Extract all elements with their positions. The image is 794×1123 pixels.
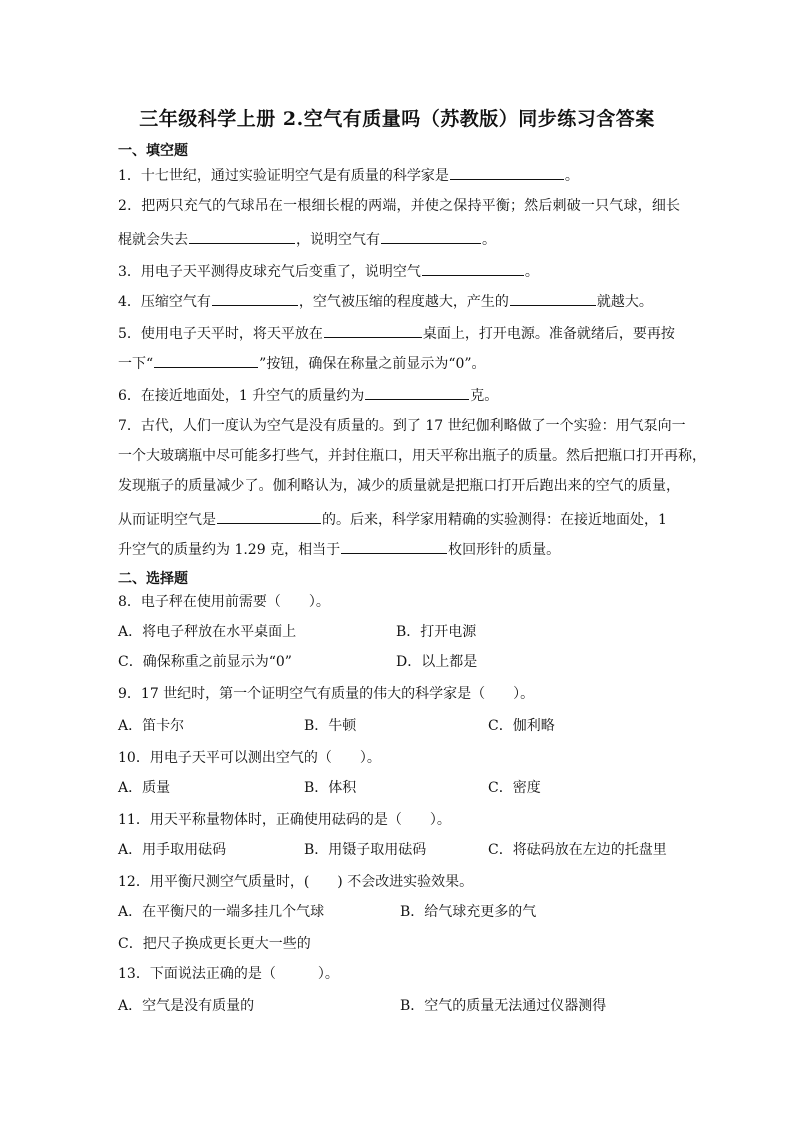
question-11-option-a[interactable]: A．用手取用砝码 — [118, 842, 227, 858]
answer-blank[interactable] — [324, 322, 422, 338]
question-2-line-2: 棍就会失去 ，说明空气有 。 — [118, 228, 680, 250]
question-8-stem: 8．电子秤在使用前需要（ ）。 — [118, 594, 330, 610]
answer-blank[interactable] — [510, 290, 596, 306]
question-2-line-1: 2．把两只充气的气球吊在一根细长棍的两端，并使之保持平衡；然后刺破一只气球，细长 — [118, 198, 680, 214]
question-3: 3．用电子天平测得皮球充气后变重了，说明空气 。 — [118, 260, 680, 282]
question-13-stem: 13．下面说法正确的是（ ）。 — [118, 966, 339, 982]
question-10-option-b[interactable]: B．体积 — [304, 780, 357, 796]
answer-blank[interactable] — [341, 538, 447, 554]
page-title: 三年级科学上册 2.空气有质量吗（苏教版）同步练习含答案 — [139, 108, 655, 130]
question-9-stem: 9．17 世纪时，第一个证明空气有质量的伟大的科学家是（ ）。 — [118, 686, 535, 702]
question-5-line-1: 5．使用电子天平时，将天平放在 桌面上，打开电源。准备就绪后，要再按 — [118, 322, 680, 344]
question-10-option-a[interactable]: A．质量 — [118, 780, 171, 796]
answer-blank[interactable] — [217, 508, 321, 524]
question-7-line-1: 7．古代，人们一度认为空气是没有质量的。到了 17 世纪伽利略做了一个实验：用气泵向一 — [118, 418, 686, 434]
question-11-option-b[interactable]: B．用镊子取用砝码 — [304, 842, 427, 858]
question-11-option-c[interactable]: C．将砝码放在左边的托盘里 — [488, 842, 667, 858]
question-7-line-5: 升空气的质量约为 1.29 克，相当于 枚回形针的质量。 — [118, 538, 680, 560]
question-12-stem: 12．用平衡尺测空气质量时，( ) 不会改进实验效果。 — [118, 874, 474, 890]
question-10-option-c[interactable]: C．密度 — [488, 780, 541, 796]
answer-blank[interactable] — [154, 352, 258, 368]
question-12-option-c[interactable]: C．把尺子换成更长更大一些的 — [118, 936, 311, 952]
question-11-stem: 11．用天平称量物体时，正确使用砝码的是（ ）。 — [118, 812, 451, 828]
answer-blank[interactable] — [450, 164, 564, 180]
question-7-line-3: 发现瓶子的质量减少了。伽利略认为，减少的质量就是把瓶口打开后跑出来的空气的质量， — [118, 478, 680, 494]
answer-blank[interactable] — [212, 290, 298, 306]
question-12-option-a[interactable]: A．在平衡尺的一端多挂几个气球 — [118, 904, 325, 920]
question-9-option-a[interactable]: A．笛卡尔 — [118, 718, 185, 734]
question-6: 6．在接近地面处，1 升空气的质量约为 克。 — [118, 384, 680, 406]
question-9-option-b[interactable]: B．牛顿 — [304, 718, 357, 734]
question-12-option-b[interactable]: B．给气球充更多的气 — [400, 904, 537, 920]
question-10-stem: 10．用电子天平可以测出空气的（ ）。 — [118, 750, 381, 766]
answer-blank[interactable] — [381, 228, 481, 244]
question-1: 1．十七世纪，通过实验证明空气是有质量的科学家是 。 — [118, 164, 680, 186]
question-4: 4．压缩空气有 ，空气被压缩的程度越大，产生的 就越大。 — [118, 290, 680, 312]
question-8-option-d[interactable]: D．以上都是 — [396, 654, 478, 670]
section-multiple-choice: 二、选择题 — [118, 571, 188, 587]
question-7-line-4: 从而证明空气是 的。后来，科学家用精确的实验测得：在接近地面处，1 — [118, 508, 680, 530]
question-7-line-2: 一个大玻璃瓶中尽可能多打些气，并封住瓶口，用天平称出瓶子的质量。然后把瓶口打开再称， — [118, 448, 706, 464]
question-13-option-a[interactable]: A．空气是没有质量的 — [118, 998, 255, 1014]
section-fill-in: 一、填空题 — [118, 143, 188, 159]
question-13-option-b[interactable]: B．空气的质量无法通过仪器测得 — [400, 998, 607, 1014]
question-8-option-a[interactable]: A．将电子秤放在水平桌面上 — [118, 624, 297, 640]
question-5-line-2: 一下“ ”按钮，确保在称量之前显示为“0”。 — [118, 352, 680, 374]
question-8-option-c[interactable]: C．确保称重之前显示为“0” — [118, 654, 292, 670]
question-9-option-c[interactable]: C．伽利略 — [488, 718, 555, 734]
answer-blank[interactable] — [422, 260, 524, 276]
question-8-option-b[interactable]: B．打开电源 — [396, 624, 477, 640]
answer-blank[interactable] — [189, 228, 295, 244]
answer-blank[interactable] — [365, 384, 469, 400]
